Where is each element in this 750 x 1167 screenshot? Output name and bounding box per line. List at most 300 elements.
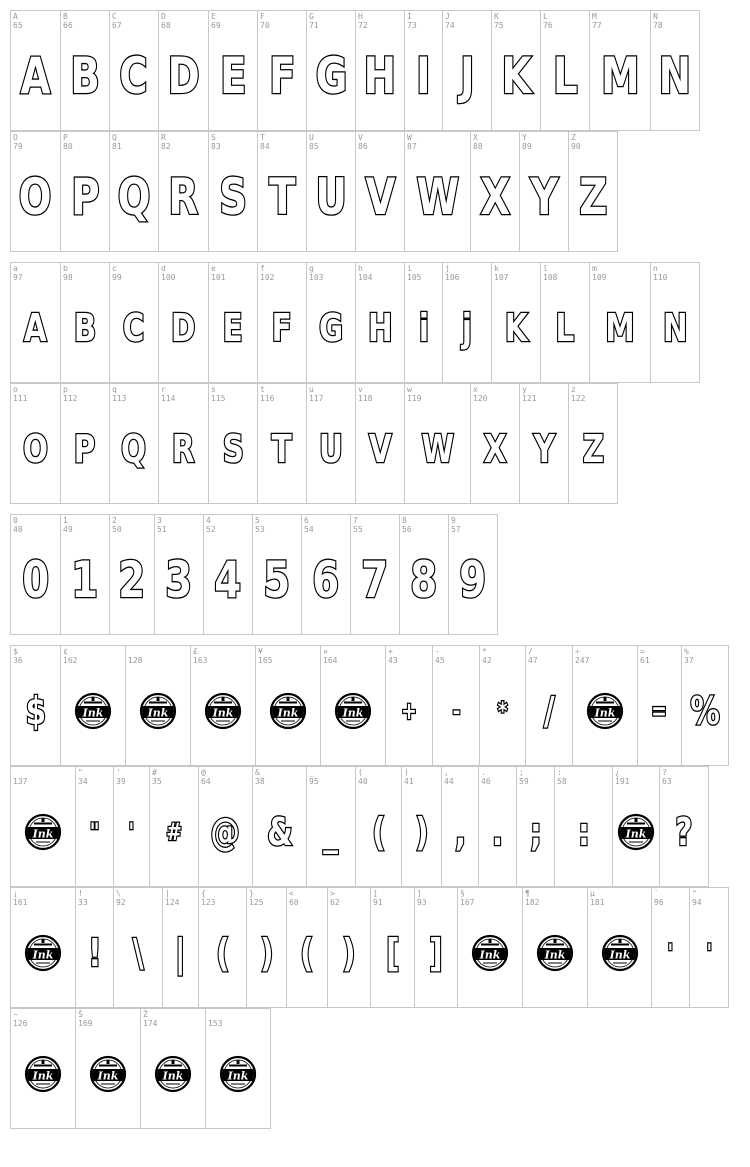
char-label: )	[404, 768, 409, 777]
glyph-cell	[10, 887, 76, 1008]
glyph-sample: 0	[22, 550, 49, 609]
char-code: 59	[519, 777, 529, 786]
ink-logo-icon	[24, 934, 62, 972]
char-code: 120	[473, 394, 488, 403]
glyph-preview	[356, 132, 404, 251]
char-code: 108	[543, 273, 558, 282]
glyph-sample: 6	[312, 550, 340, 609]
glyph-preview	[114, 767, 149, 886]
glyph-preview	[402, 767, 441, 886]
char-label: K	[494, 12, 499, 21]
char-label: I	[407, 12, 412, 21]
char-label: ^	[692, 889, 697, 898]
glyph-preview	[555, 767, 612, 886]
glyph-sample: _	[323, 809, 339, 854]
glyph-cell	[257, 383, 307, 504]
char-code: 123	[201, 898, 216, 907]
char-code: 81	[112, 142, 122, 151]
char-label: F	[260, 12, 265, 21]
glyph-sample: S	[222, 426, 244, 471]
glyph-sample: ;	[529, 809, 542, 854]
char-code: 115	[211, 394, 226, 403]
glyph-preview	[613, 767, 659, 886]
glyph-sample: M	[605, 305, 635, 350]
glyph-cell	[109, 262, 159, 383]
glyph-preview	[258, 11, 306, 130]
glyph-sample: A	[20, 46, 51, 105]
char-label: G	[309, 12, 314, 21]
char-code: 78	[653, 21, 663, 30]
char-label: ¡	[13, 889, 18, 898]
glyph-preview	[356, 11, 404, 130]
glyph-cell	[355, 10, 405, 131]
char-code: 137	[13, 777, 28, 786]
glyph-cell	[650, 10, 700, 131]
char-code: 34	[78, 777, 88, 786]
glyph-preview	[590, 263, 650, 382]
char-label: .	[481, 768, 486, 777]
char-code: 113	[112, 394, 127, 403]
char-label: U	[309, 133, 314, 142]
char-label: 7	[353, 516, 358, 525]
glyph-preview	[114, 888, 162, 1007]
glyph-cell	[491, 262, 541, 383]
glyph-preview	[76, 767, 113, 886]
char-label: c	[112, 264, 117, 273]
char-label: h	[358, 264, 363, 273]
char-code: 169	[78, 1019, 93, 1028]
glyph-cell	[385, 645, 433, 766]
char-label: L	[543, 12, 548, 21]
ink-logo-icon	[471, 934, 509, 972]
glyph-preview	[443, 11, 491, 130]
glyph-preview	[471, 132, 519, 251]
glyph-sample: Q	[117, 167, 151, 226]
glyph-cell	[370, 887, 415, 1008]
char-label: 3	[157, 516, 162, 525]
glyph-preview	[356, 767, 401, 886]
glyph-preview	[517, 767, 554, 886]
char-label: }	[249, 889, 254, 898]
glyph-sample: /	[543, 688, 555, 733]
glyph-cell	[75, 887, 114, 1008]
ink-logo-icon	[24, 1055, 62, 1093]
glyph-cell	[75, 766, 114, 887]
glyph-preview	[449, 515, 497, 634]
char-label: `	[654, 889, 659, 898]
glyph-cell	[327, 887, 371, 1008]
glyph-preview	[405, 384, 470, 503]
char-label: _	[309, 768, 314, 777]
glyph-sample: S	[219, 167, 247, 226]
glyph-preview	[209, 263, 257, 382]
glyph-preview	[307, 263, 355, 382]
glyph-preview	[321, 646, 385, 765]
glyph-preview	[209, 11, 257, 130]
char-code: 83	[211, 142, 221, 151]
char-label: ?	[662, 768, 667, 777]
glyph-cell	[448, 514, 498, 635]
glyph-cell	[651, 887, 690, 1008]
logo-text: Ink	[227, 1069, 249, 1082]
logo-text: Ink	[32, 827, 54, 840]
glyph-preview	[110, 132, 158, 251]
glyph-cell	[637, 645, 682, 766]
glyph-preview	[307, 384, 355, 503]
char-code: 36	[13, 656, 23, 665]
glyph-preview	[328, 888, 370, 1007]
glyph-cell	[587, 887, 652, 1008]
char-code: 79	[13, 142, 23, 151]
glyph-cell	[306, 131, 356, 252]
char-label: s	[211, 385, 216, 394]
glyph-sample: P	[74, 426, 96, 471]
char-label: ;	[519, 768, 524, 777]
char-code: 98	[63, 273, 73, 282]
char-label: z	[571, 385, 576, 394]
glyph-cell	[589, 262, 651, 383]
ink-logo-icon	[139, 692, 177, 730]
glyph-preview	[443, 263, 491, 382]
char-label: (	[358, 768, 363, 777]
glyph-preview	[442, 767, 478, 886]
glyph-sample: B	[73, 305, 97, 350]
glyph-preview	[191, 646, 255, 765]
glyph-preview	[141, 1009, 205, 1128]
char-code: 38	[255, 777, 265, 786]
glyph-cell	[158, 131, 209, 252]
glyph-cell	[113, 887, 163, 1008]
char-code: 56	[402, 525, 412, 534]
glyph-sample: L	[555, 305, 575, 350]
char-label: 5	[255, 516, 260, 525]
glyph-preview	[638, 646, 681, 765]
glyph-cell	[252, 766, 307, 887]
glyph-cell	[689, 887, 729, 1008]
glyph-cell	[125, 645, 191, 766]
glyph-cell	[404, 383, 471, 504]
glyph-cell	[198, 766, 253, 887]
char-code: 128	[128, 656, 143, 665]
char-code: 43	[388, 656, 398, 665]
glyph-preview	[11, 384, 60, 503]
glyph-preview	[11, 132, 60, 251]
glyph-preview	[11, 767, 75, 886]
char-label: +	[388, 647, 393, 656]
char-label: t	[260, 385, 265, 394]
ink-logo-icon	[617, 813, 655, 851]
glyph-preview	[356, 263, 404, 382]
glyph-cell	[162, 887, 199, 1008]
char-label: ÷	[575, 647, 580, 656]
char-code: 118	[358, 394, 373, 403]
char-code: 89	[522, 142, 532, 151]
ink-logo-icon	[154, 1055, 192, 1093]
glyph-cell	[158, 10, 209, 131]
glyph-cell	[355, 383, 405, 504]
glyph-sample: Q	[121, 426, 147, 471]
char-label: -	[435, 647, 440, 656]
glyph-cell	[522, 887, 588, 1008]
glyph-cell	[441, 766, 479, 887]
glyph-cell	[10, 1008, 76, 1129]
char-label: §	[460, 889, 465, 898]
char-label: k	[494, 264, 499, 273]
glyph-cell	[404, 10, 443, 131]
char-label: ¢	[63, 647, 68, 656]
char-code: 181	[590, 898, 605, 907]
glyph-preview	[307, 767, 355, 886]
glyph-preview	[206, 1009, 270, 1128]
logo-text: Ink	[544, 948, 566, 961]
char-label: E	[211, 12, 216, 21]
glyph-preview	[386, 646, 432, 765]
glyph-preview	[258, 132, 306, 251]
char-label: a	[13, 264, 18, 273]
glyph-sample: D	[167, 46, 200, 105]
char-code: 84	[260, 142, 270, 151]
logo-text: Ink	[594, 706, 616, 719]
glyph-cell	[246, 887, 287, 1008]
glyph-sample: K	[501, 46, 531, 105]
char-label: i	[407, 264, 412, 273]
char-code: 88	[473, 142, 483, 151]
char-code: 125	[249, 898, 264, 907]
glyph-preview	[471, 384, 519, 503]
char-label: '	[116, 768, 121, 777]
char-code: 40	[358, 777, 368, 786]
char-label: ¥	[258, 647, 263, 656]
logo-text: Ink	[625, 827, 647, 840]
glyph-sample: Y	[533, 426, 555, 471]
glyph-sample: F	[268, 46, 296, 105]
char-label: T	[260, 133, 265, 142]
glyph-sample: ]	[429, 930, 443, 975]
glyph-cell	[208, 383, 258, 504]
char-code: 48	[13, 525, 23, 534]
glyph-preview	[11, 646, 60, 765]
glyph-cell	[198, 887, 247, 1008]
glyph-preview	[356, 384, 404, 503]
char-label: £	[193, 647, 198, 656]
glyph-cell	[10, 10, 61, 131]
glyph-preview	[523, 888, 587, 1007]
glyph-cell	[257, 262, 307, 383]
logo-text: Ink	[32, 1069, 54, 1082]
char-label: n	[653, 264, 658, 273]
char-code: 99	[112, 273, 122, 282]
glyph-preview	[159, 384, 208, 503]
char-code: 72	[358, 21, 368, 30]
char-code: 95	[309, 777, 319, 786]
glyph-preview	[569, 132, 617, 251]
glyph-preview	[307, 11, 355, 130]
glyph-cell	[208, 262, 258, 383]
char-code: 167	[460, 898, 475, 907]
char-label: X	[473, 133, 478, 142]
char-label: g	[309, 264, 314, 273]
glyph-cell	[589, 10, 651, 131]
char-code: 53	[255, 525, 265, 534]
glyph-cell	[301, 514, 351, 635]
char-code: 82	[161, 142, 171, 151]
char-code: 90	[571, 142, 581, 151]
char-label: V	[358, 133, 363, 142]
char-code: 117	[309, 394, 324, 403]
char-label: N	[653, 12, 658, 21]
glyph-sample: P	[70, 167, 100, 226]
glyph-sample: %	[690, 688, 720, 733]
glyph-cell	[681, 645, 729, 766]
glyph-sample: @	[210, 809, 241, 854]
glyph-cell	[208, 10, 258, 131]
glyph-sample: U	[319, 426, 343, 471]
glyph-sample: X	[483, 426, 507, 471]
glyph-cell	[404, 131, 471, 252]
char-code: 42	[482, 656, 492, 665]
glyph-preview	[258, 384, 306, 503]
char-code: 71	[309, 21, 319, 30]
char-code: 69	[211, 21, 221, 30]
glyph-preview	[76, 888, 113, 1007]
glyph-preview	[520, 132, 568, 251]
glyph-sample: 2	[118, 550, 146, 609]
char-label: H	[358, 12, 363, 21]
glyph-cell	[60, 383, 110, 504]
glyph-sample: (	[371, 809, 386, 854]
glyph-cell	[10, 131, 61, 252]
char-code: 124	[165, 898, 180, 907]
glyph-cell	[203, 514, 253, 635]
glyph-preview	[159, 263, 208, 382]
char-label: ]	[417, 889, 422, 898]
glyph-cell	[399, 514, 449, 635]
char-label: x	[473, 385, 478, 394]
glyph-cell	[491, 10, 541, 131]
glyph-preview	[110, 263, 158, 382]
glyph-cell	[158, 383, 209, 504]
glyph-preview	[405, 263, 442, 382]
char-code: 85	[309, 142, 319, 151]
glyph-cell	[252, 514, 302, 635]
char-code: 191	[615, 777, 630, 786]
glyph-preview	[253, 515, 301, 634]
glyph-sample: F	[271, 305, 293, 350]
glyph-cell	[470, 383, 520, 504]
char-code: 70	[260, 21, 270, 30]
char-code: 61	[640, 656, 650, 665]
char-label: |	[165, 889, 170, 898]
ink-logo-icon	[334, 692, 372, 730]
glyph-cell	[414, 887, 458, 1008]
glyph-preview	[159, 11, 208, 130]
glyph-sample: N	[662, 305, 688, 350]
glyph-cell	[60, 131, 110, 252]
char-label: ¶	[525, 889, 530, 898]
char-label: M	[592, 12, 597, 21]
glyph-cell	[257, 10, 307, 131]
char-label: \	[116, 889, 121, 898]
char-label: >	[330, 889, 335, 898]
char-code: 104	[358, 273, 373, 282]
char-code: 163	[193, 656, 208, 665]
glyph-preview	[159, 132, 208, 251]
glyph-preview	[526, 646, 572, 765]
glyph-sample: W	[416, 167, 459, 226]
glyph-sample: A	[24, 305, 47, 350]
char-code: 174	[143, 1019, 158, 1028]
char-code: 105	[407, 273, 422, 282]
char-code: 92	[116, 898, 126, 907]
glyph-preview	[209, 384, 257, 503]
char-code: 247	[575, 656, 590, 665]
char-label: 0	[13, 516, 18, 525]
glyph-cell	[286, 887, 328, 1008]
char-code: 62	[330, 898, 340, 907]
glyph-preview	[569, 384, 617, 503]
glyph-preview	[307, 132, 355, 251]
glyph-preview	[492, 11, 540, 130]
glyph-cell	[306, 383, 356, 504]
glyph-preview	[520, 384, 568, 503]
glyph-cell	[478, 766, 517, 887]
logo-text: Ink	[97, 1069, 119, 1082]
glyph-preview	[110, 11, 158, 130]
char-label: *	[482, 647, 487, 656]
char-label: $	[13, 647, 18, 656]
char-label: ¿	[615, 768, 620, 777]
glyph-sample: E	[219, 46, 247, 105]
glyph-preview	[651, 11, 699, 130]
glyph-preview	[247, 888, 286, 1007]
glyph-preview	[541, 11, 589, 130]
char-code: 65	[13, 21, 23, 30]
glyph-sample: 8	[410, 550, 438, 609]
glyph-preview	[199, 767, 252, 886]
char-code: 57	[451, 525, 461, 534]
glyph-cell	[205, 1008, 271, 1129]
char-code: 55	[353, 525, 363, 534]
glyph-cell	[306, 262, 356, 383]
glyph-sample: 9	[459, 550, 487, 609]
glyph-cell	[554, 766, 613, 887]
char-code: 164	[323, 656, 338, 665]
glyph-preview	[11, 263, 60, 382]
ink-logo-icon	[24, 813, 62, 851]
char-code: 44	[444, 777, 454, 786]
glyph-cell	[10, 645, 61, 766]
char-code: 68	[161, 21, 171, 30]
glyph-cell	[109, 131, 159, 252]
char-code: 97	[13, 273, 23, 282]
char-code: 50	[112, 525, 122, 534]
glyph-preview	[458, 888, 522, 1007]
glyph-sample: ,	[454, 809, 466, 854]
glyph-sample: K	[504, 305, 528, 350]
glyph-sample: I	[416, 46, 431, 105]
char-code: 54	[304, 525, 314, 534]
glyph-sample: (	[215, 930, 230, 975]
glyph-preview	[479, 767, 516, 886]
char-code: 111	[13, 394, 28, 403]
glyph-cell	[540, 10, 590, 131]
char-code: 77	[592, 21, 602, 30]
char-label: ~	[13, 1010, 18, 1019]
glyph-cell	[442, 262, 492, 383]
glyph-cell	[568, 383, 618, 504]
char-code: 45	[435, 656, 445, 665]
char-label: 2	[112, 516, 117, 525]
